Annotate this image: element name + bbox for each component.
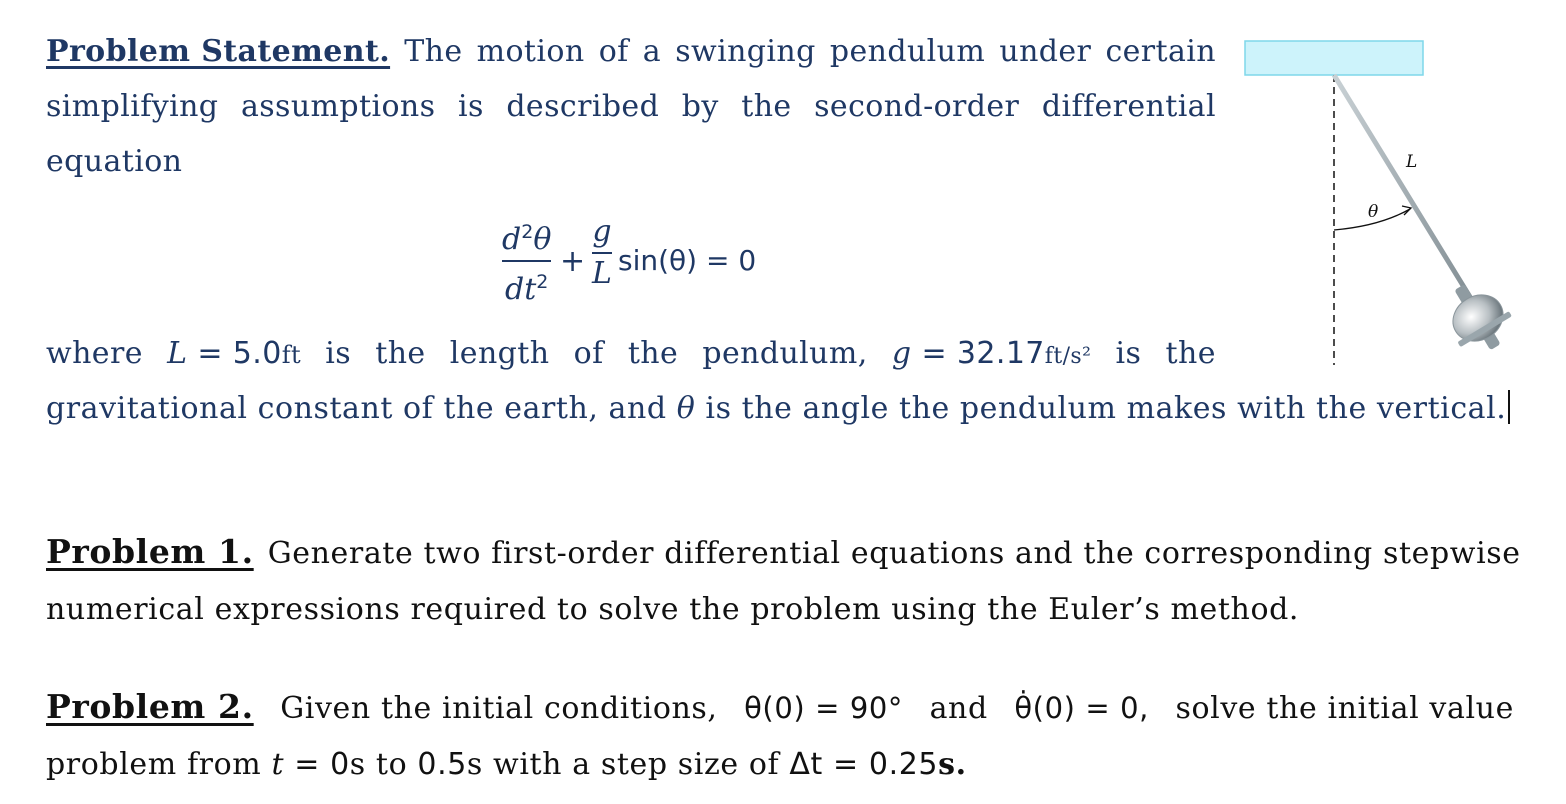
theta-symbol: θ bbox=[533, 222, 552, 257]
L-symbol: L bbox=[167, 336, 188, 371]
statement-title: Problem Statement. bbox=[46, 34, 391, 69]
step-size: = 0.25 bbox=[833, 747, 939, 782]
g-symbol: g bbox=[592, 214, 612, 249]
L-symbol: L bbox=[592, 256, 612, 291]
word: pendulum bbox=[829, 34, 986, 69]
exponent: 2 bbox=[521, 221, 534, 243]
statement-line-5 bbox=[46, 390, 1526, 427]
L-number: = 5.0 bbox=[197, 336, 282, 371]
text-cursor bbox=[1508, 390, 1510, 424]
word: simplifying bbox=[46, 89, 219, 124]
text: gravitational constant of the earth, and bbox=[46, 391, 667, 426]
word: where bbox=[46, 336, 143, 371]
problem2-line-1 bbox=[46, 689, 1514, 727]
theta-symbol: θ bbox=[676, 391, 696, 426]
plus-sign: + bbox=[560, 244, 586, 279]
word: described bbox=[506, 89, 660, 124]
text: is the angle the pendulum makes with the vertical. bbox=[705, 391, 1507, 426]
word: pendulum, bbox=[702, 336, 868, 371]
problem2-line-2 bbox=[46, 747, 1514, 783]
word: is bbox=[1115, 336, 1142, 371]
length-label: L bbox=[1406, 152, 1418, 172]
word: motion bbox=[476, 34, 585, 69]
problem1-title: Problem 1. bbox=[46, 532, 254, 571]
pendulum-figure bbox=[1230, 30, 1530, 370]
t-start: = 0 bbox=[294, 747, 350, 782]
exponent: 2 bbox=[536, 271, 549, 293]
text: s. bbox=[938, 747, 967, 782]
statement-line-1 bbox=[46, 34, 1216, 70]
initial-condition-theta-dot: θ̇(0) = 0, bbox=[1014, 691, 1149, 725]
problem1-line-2: numerical expressions required to solve the problem using the Euler’s method. bbox=[46, 592, 1300, 627]
word: certain bbox=[1105, 34, 1216, 69]
g-over-L-fraction bbox=[592, 215, 612, 291]
ceiling-support bbox=[1245, 41, 1423, 75]
pendulum-bob bbox=[1434, 272, 1521, 363]
fraction-bar bbox=[592, 252, 612, 254]
theta-label: θ bbox=[1368, 202, 1379, 222]
statement-line-3: equation bbox=[46, 144, 183, 179]
pendulum-rod bbox=[1334, 75, 1478, 310]
word: length bbox=[449, 336, 550, 371]
unit: ft bbox=[281, 341, 302, 369]
problem1-text: Generate two first-order differential equations and the corresponding stepwise bbox=[267, 536, 1521, 571]
t-symbol: t bbox=[271, 747, 285, 782]
problem2-text: Given the initial conditions, bbox=[280, 691, 718, 726]
second-derivative-fraction bbox=[502, 215, 551, 307]
fraction-bar bbox=[502, 260, 551, 262]
text: s to bbox=[349, 747, 408, 782]
dt-symbol: dt bbox=[505, 272, 537, 307]
statement-line-2 bbox=[46, 89, 1216, 125]
word: The bbox=[404, 34, 463, 69]
unit: ft/s² bbox=[1044, 344, 1092, 369]
problem2-title: Problem 2. bbox=[46, 687, 254, 726]
word: assumptions bbox=[240, 89, 436, 124]
word: swinging bbox=[675, 34, 816, 69]
initial-condition-theta: θ(0) = 90° bbox=[744, 691, 904, 725]
statement-line-4 bbox=[46, 336, 1216, 375]
sin-term: sin(θ) = 0 bbox=[618, 244, 757, 277]
word: a bbox=[642, 34, 662, 69]
text: problem from bbox=[46, 747, 262, 782]
L-value bbox=[167, 336, 301, 373]
word: is bbox=[457, 89, 484, 124]
word: by bbox=[681, 89, 719, 124]
t-end: 0.5 bbox=[417, 747, 467, 782]
g-symbol: g bbox=[891, 336, 912, 371]
word: is bbox=[325, 336, 352, 371]
word: under bbox=[999, 34, 1092, 69]
word: the bbox=[627, 336, 679, 371]
problem2-text: solve the initial value bbox=[1175, 691, 1514, 726]
word: of bbox=[598, 34, 629, 69]
word: the bbox=[375, 336, 426, 371]
delta-t-symbol: Δt bbox=[789, 747, 823, 782]
d-symbol: d bbox=[502, 222, 522, 257]
text: s with a step size of bbox=[466, 747, 780, 782]
word: differential bbox=[1041, 89, 1216, 124]
g-number: = 32.17 bbox=[921, 336, 1045, 371]
word: second-order bbox=[814, 89, 1020, 124]
g-value bbox=[892, 336, 1091, 375]
problem1-line-1 bbox=[46, 532, 1521, 572]
word: the bbox=[1165, 336, 1216, 371]
word: and bbox=[929, 691, 988, 726]
word: the bbox=[741, 89, 792, 124]
word: of bbox=[573, 336, 604, 371]
